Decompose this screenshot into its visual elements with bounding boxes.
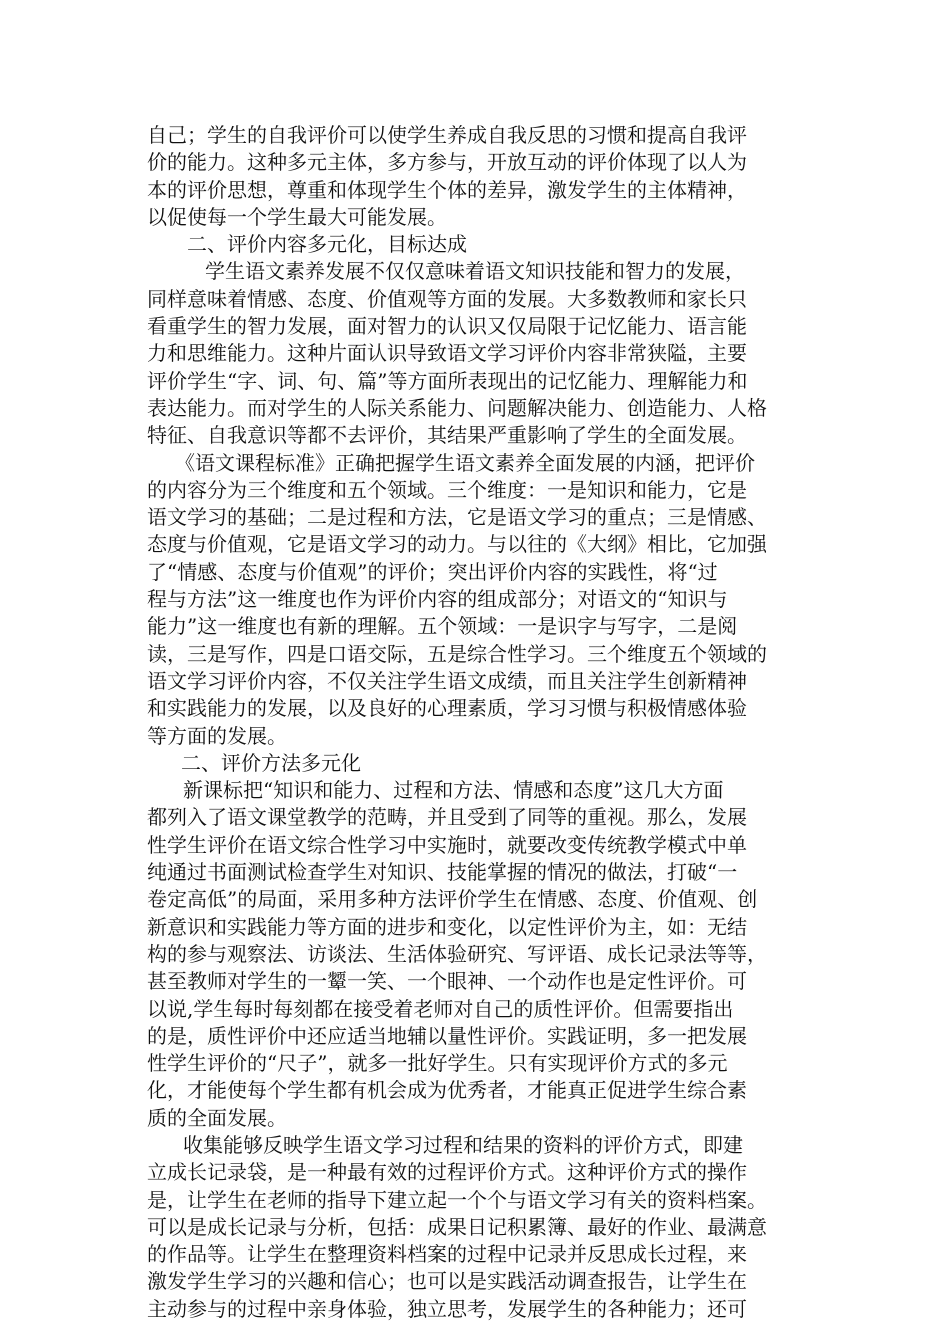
text-line: 学生语文素养发展不仅仅意味着语文知识技能和智力的发展， xyxy=(205,259,745,284)
text-line: 特征、自我意识等都不去评价，其结果严重影响了学生的全面发展。 xyxy=(147,423,747,448)
text-line: 立成长记录袋，是一种最有效的过程评价方式。这种评价方式的操作 xyxy=(147,1160,747,1185)
text-line: 卷定高低”的局面，采用多种方法评价学生在情感、态度、价值观、创 xyxy=(147,887,758,912)
text-line: 本的评价思想，尊重和体现学生个体的差异，激发学生的主体精神， xyxy=(147,177,747,202)
text-line: 表达能力。而对学生的人际关系能力、问题解决能力、创造能力、人格 xyxy=(147,395,767,420)
text-line: 可以是成长记录与分析，包括：成果日记积累簿、最好的作业、最满意 xyxy=(147,1214,767,1239)
document-page xyxy=(147,122,823,1323)
text-line: 纯通过书面测试检查学生对知识、技能掌握的情况的做法，打破“一 xyxy=(147,860,738,885)
text-line: 新意识和实践能力等方面的进步和变化，以定性评价为主，如：无结 xyxy=(147,914,747,939)
text-line: 质的全面发展。 xyxy=(147,1105,287,1130)
text-line: 了“情感、态度与价值观”的评价；突出评价内容的实践性，将“过 xyxy=(147,559,718,584)
text-line: 评价学生“字、词、句、篇”等方面所表现出的记忆能力、理解能力和 xyxy=(147,368,748,393)
paragraph-5 xyxy=(147,1132,823,1323)
text-line: 激发学生学习的兴趣和信心；也可以是实践活动调查报告，让学生在 xyxy=(147,1269,747,1294)
paragraph-1 xyxy=(147,122,823,231)
text-line: 主动参与的过程中亲身体验，独立思考，发展学生的各种能力；还可 xyxy=(147,1296,747,1321)
text-line: 性学生评价的“尺子”，就多一批好学生。只有实现评价方式的多元 xyxy=(147,1051,728,1076)
text-line: 甚至教师对学生的一颦一笑、一个眼神、一个动作也是定性评价。可 xyxy=(147,969,747,994)
text-line: 构的参与观察法、访谈法、生活体验研究、写评语、成长记录法等等， xyxy=(147,941,767,966)
paragraph-3 xyxy=(147,450,823,750)
text-line: 和实践能力的发展，以及良好的心理素质，学习习惯与积极情感体验 xyxy=(147,696,747,721)
text-line: 程与方法”这一维度也作为评价内容的组成部分；对语文的“知识与 xyxy=(147,587,728,612)
text-line: 态度与价值观，它是语文学习的动力。与以往的《大纲》相比，它加强 xyxy=(147,532,767,557)
text-line: 都列入了语文课堂教学的范畴，并且受到了同等的重视。那么，发展 xyxy=(147,805,747,830)
section-heading-content: 二、评价内容多元化，目标达成 xyxy=(187,232,467,257)
text-line: 价的能力。这种多元主体，多方参与，开放互动的评价体现了以人为 xyxy=(147,150,747,175)
text-line: 语文学习评价内容，不仅关注学生语文成绩，而且关注学生创新精神 xyxy=(147,668,747,693)
text-line: 看重学生的智力发展，面对智力的认识又仅局限于记忆能力、语言能 xyxy=(147,314,747,339)
text-line: 读，三是写作，四是口语交际，五是综合性学习。三个维度五个领域的 xyxy=(147,641,767,666)
text-line: 的作品等。让学生在整理资料档案的过程中记录并反思成长过程，来 xyxy=(147,1242,747,1267)
text-line: 《语文课程标准》正确把握学生语文素养全面发展的内涵，把评价 xyxy=(175,450,755,475)
text-line: 收集能够反映学生语文学习过程和结果的资料的评价方式，即建 xyxy=(183,1132,743,1157)
text-line: 的是，质性评价中还应适当地辅以量性评价。实践证明，多一把发展 xyxy=(147,1023,747,1048)
text-line: 同样意味着情感、态度、价值观等方面的发展。大多数教师和家长只 xyxy=(147,286,747,311)
text-line: 化，才能使每个学生都有机会成为优秀者，才能真正促进学生综合素 xyxy=(147,1078,747,1103)
text-line: 语文学习的基础；二是过程和方法，它是语文学习的重点；三是情感、 xyxy=(147,505,767,530)
section-heading-method: 二、评价方法多元化 xyxy=(181,750,361,775)
text-line: 性学生评价在语文综合性学习中实施时，就要改变传统教学模式中单 xyxy=(147,832,747,857)
text-line: 力和思维能力。这种片面认识导致语文学习评价内容非常狭隘，主要 xyxy=(147,341,747,366)
text-line: 是，让学生在老师的指导下建立起一个个与语文学习有关的资料档案。 xyxy=(147,1187,767,1212)
text-line: 等方面的发展。 xyxy=(147,723,287,748)
text-line: 能力”这一维度也有新的理解。五个领域：一是识字与写字，二是阅 xyxy=(147,614,738,639)
text-line: 以促使每一个学生最大可能发展。 xyxy=(147,204,447,229)
text-line: 新课标把“知识和能力、过程和方法、情感和态度”这几大方面 xyxy=(183,778,724,803)
text-line: 的内容分为三个维度和五个领域。三个维度：一是知识和能力，它是 xyxy=(147,477,747,502)
text-line: 自己；学生的自我评价可以使学生养成自我反思的习惯和提高自我评 xyxy=(147,123,747,147)
paragraph-4 xyxy=(147,777,823,1132)
text-line: 以说,学生每时每刻都在接受着老师对自己的质性评价。但需要指出 xyxy=(147,996,734,1021)
paragraph-2 xyxy=(147,258,823,449)
